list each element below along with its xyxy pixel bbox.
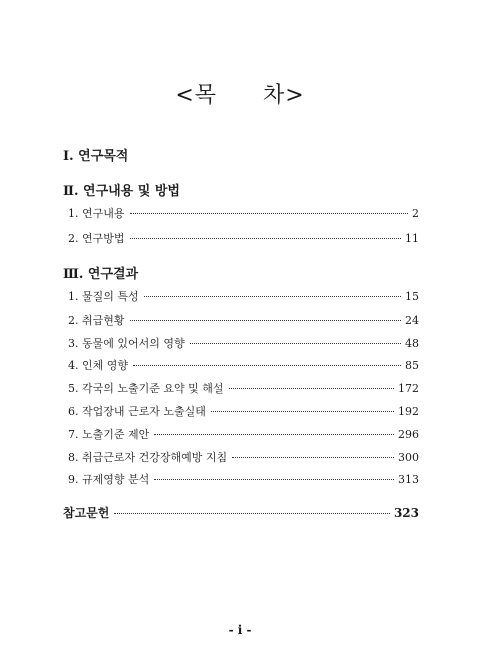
- title-left: <목: [175, 83, 217, 108]
- toc-entry-label: 9. 규제영향 분석: [68, 473, 150, 486]
- toc-entry[interactable]: [68, 288, 419, 304]
- dot-leader: [133, 365, 401, 366]
- toc-entry-label: 6. 작업장내 근로자 노출실태: [68, 405, 206, 418]
- toc-entry[interactable]: [68, 380, 419, 396]
- toc-entry[interactable]: [68, 403, 419, 419]
- toc-entry-page: 48: [405, 337, 419, 350]
- page-number-footer: - i -: [228, 623, 252, 637]
- toc-entry-label: 1. 물질의 특성: [68, 290, 139, 303]
- dot-leader: [130, 238, 402, 239]
- toc-entry-label: 1. 연구내용: [68, 207, 125, 220]
- toc-entry-label: 5. 각국의 노출기준 요약 및 해설: [68, 382, 224, 395]
- dot-leader: [229, 388, 395, 389]
- dot-leader: [211, 411, 394, 412]
- dot-leader: [144, 296, 401, 297]
- toc-entry-label: 7. 노출기준 제안: [68, 428, 150, 441]
- toc-entry[interactable]: [68, 426, 419, 442]
- toc-entry-page: 313: [398, 473, 419, 486]
- section-heading-2: Ⅱ. 연구내용 및 방법: [63, 184, 180, 199]
- page-title: [0, 78, 480, 109]
- toc-entry-references[interactable]: [63, 504, 419, 520]
- section-heading-3: Ⅲ. 연구결과: [63, 267, 139, 282]
- toc-entry-page: 192: [398, 405, 419, 418]
- toc-entry-page: 2: [412, 207, 419, 220]
- toc-entry-label: 2. 연구방법: [68, 232, 125, 245]
- dot-leader: [154, 434, 394, 435]
- toc-entry-page: 24: [405, 314, 419, 327]
- references-page: 323: [393, 506, 419, 520]
- dot-leader: [190, 343, 401, 344]
- dot-leader: [130, 213, 409, 214]
- toc-entry[interactable]: [68, 471, 419, 487]
- toc-entry-page: 172: [398, 382, 419, 395]
- dot-leader: [154, 479, 394, 480]
- toc-entry-label: 4. 인체 영향: [68, 359, 128, 372]
- toc-entry-page: 296: [398, 428, 419, 441]
- toc-entry[interactable]: [68, 205, 419, 221]
- title-right: 차>: [263, 83, 305, 108]
- toc-entry-page: 300: [398, 451, 419, 464]
- toc-entry[interactable]: [68, 312, 419, 328]
- dot-leader: [232, 457, 394, 458]
- toc-entry-page: 15: [405, 290, 419, 303]
- toc-entry-label: 8. 취급근로자 건강장해예방 지침: [68, 451, 228, 464]
- dot-leader: [114, 513, 390, 514]
- dot-leader: [130, 320, 402, 321]
- toc-entry[interactable]: [68, 449, 419, 465]
- toc-entry-page: 11: [405, 232, 419, 245]
- toc-entry[interactable]: [68, 357, 419, 373]
- section-heading-1: Ⅰ. 연구목적: [63, 149, 129, 164]
- toc-entry-label: 3. 동물에 있어서의 영향: [68, 337, 185, 350]
- toc-entry-label: 2. 취급현황: [68, 314, 125, 327]
- references-label: 참고문헌: [63, 506, 110, 520]
- toc-entry-page: 85: [405, 359, 419, 372]
- toc-entry[interactable]: [68, 230, 419, 246]
- toc-entry[interactable]: [68, 335, 419, 351]
